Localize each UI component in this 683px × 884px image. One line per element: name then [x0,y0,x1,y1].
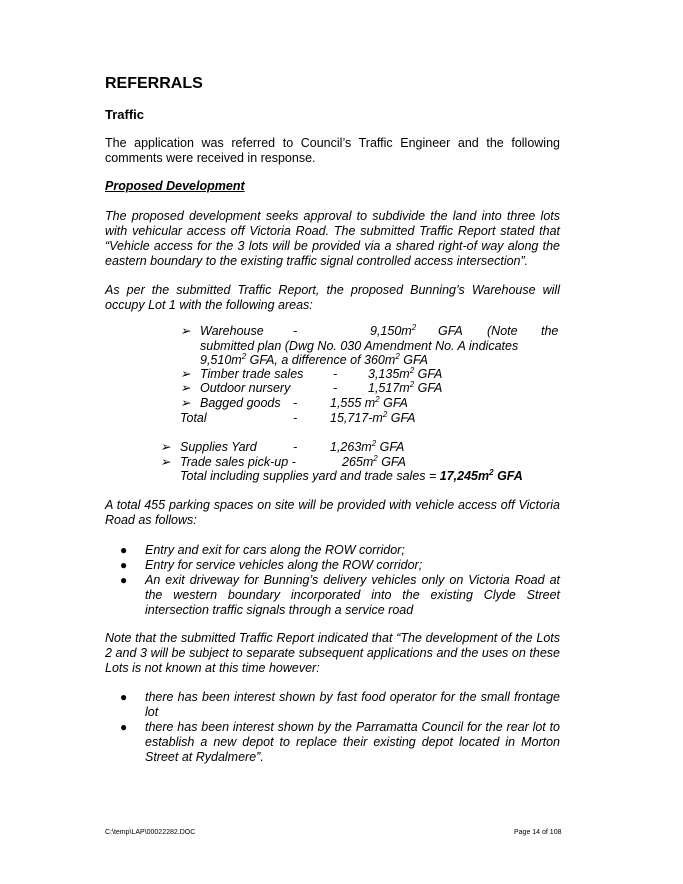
arrow-icon: ➢ [160,440,171,454]
list-item: An exit driveway for Bunning’s delivery vehicles only on Victoria Road at the western boundary incorporated into the existing Clyde Street intersection traffic signals through a service road [145,573,560,617]
bullet-icon: ● [120,573,128,587]
paragraph-4: Note that the submitted Traffic Report indicated that “The development of the Lots 2 and 3 will be subject to separate subsequent applications and the uses on these Lots is not known at this time however: [105,631,560,675]
list-item: Entry for service vehicles along the ROW corridor; [145,558,423,572]
paragraph-1: The proposed development seeks approval to subdivide the land into three lots with vehicular access off Victoria Road. The submitted Traffic Report stated that “Vehicle access for the 3 lots will be provided via a shared right-of way along the eastern boundary to the existing traffic signal controlled access intersection”. [105,209,560,268]
bullet-icon: ● [120,690,128,704]
warehouse-value: $9,150m^2$ [370,322,417,338]
list-item: Entry and exit for cars along the ROW corridor; [145,543,405,557]
paragraph-3: A total 455 parking spaces on site will be provided with vehicle access off Victoria Road as follows: [105,498,560,527]
list-item: there has been interest shown by the Parramatta Council for the rear lot to establish a new depot to replace their existing depot located in Morton Street at Rydalmere”. [145,720,560,764]
bullet-icon: ● [120,720,128,734]
footer-file-path: C:\temp\LAP\00022282.DOC [105,829,196,836]
arrow-icon: ➢ [180,396,191,410]
total-including-row: Total including supplies yard and trade sales = $17,245m^2$ GFA [180,467,523,483]
warehouse-label: Warehouse [200,324,264,338]
warehouse-note-line-1: submitted plan (Dwg No. 030 Amendment No. A indicates [200,339,519,353]
heading: REFERRALS [105,75,203,92]
arrow-icon: ➢ [180,367,191,381]
warehouse-note-line-2: $9,510m^2$ GFA, a difference of $360m^2$ GFA [200,351,429,367]
paragraph-2: As per the submitted Traffic Report, the proposed Bunning’s Warehouse will occupy Lot 1 with the following areas: [105,283,560,312]
list-item: there has been interest shown by fast food operator for the small frontage lot [145,690,560,719]
section-title: Proposed Development [105,179,245,193]
intro-paragraph: The application was referred to Council’s Traffic Engineer and the following comments were received in response. [105,136,560,165]
arrow-icon: ➢ [180,324,191,338]
footer-page-number: Page 14 of 108 [514,829,562,836]
arrow-icon: ➢ [160,455,171,469]
bullet-icon: ● [120,558,128,572]
arrow-icon: ➢ [180,381,191,395]
bullet-icon: ● [120,543,128,557]
subheading: Traffic [105,107,145,122]
